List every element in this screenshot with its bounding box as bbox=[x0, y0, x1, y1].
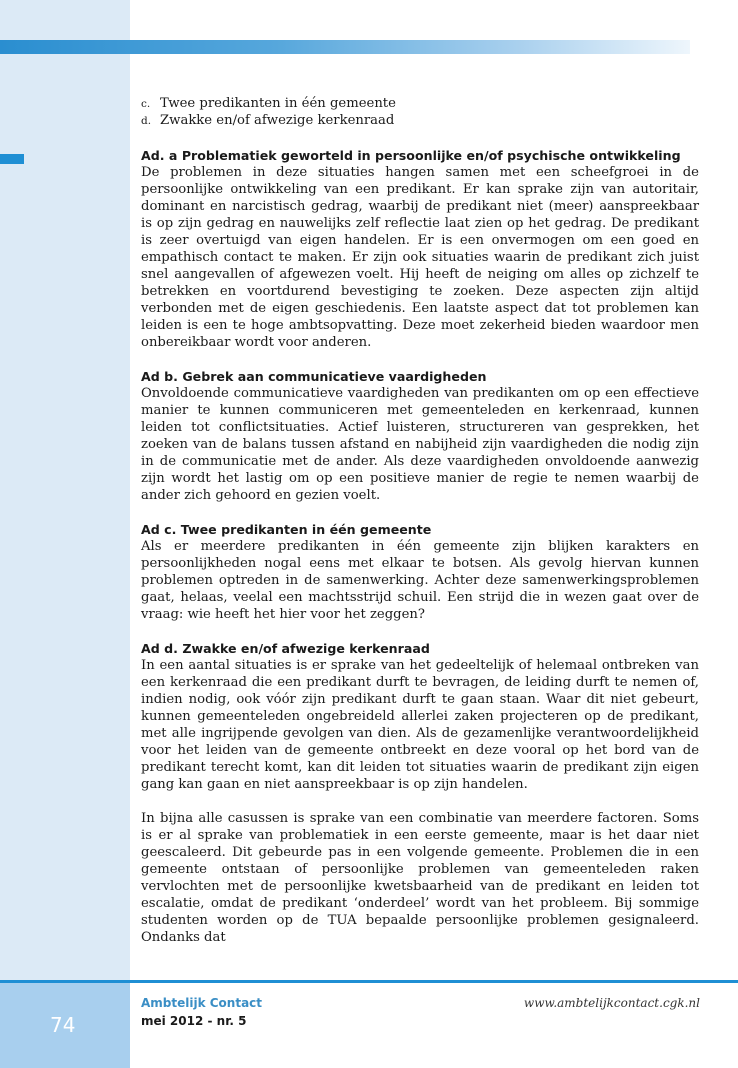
section-paragraph: De problemen in deze situaties hangen samen met een scheefgroei in de persoonlijke ontwikkeling van een predikant. Er kan sprake zijn van autoritair, dominant en narcistisch gedrag, waarbij de predikant niet (meer) aanspreekbaar is op zijn gedrag en nauwelijks zelf reflectie laat zien op het gedrag. De predikant is zeer overtuigd van eigen handelen. Er is een onvermogen om een goed en empathisch contact te maken. Er zijn ook situaties waarin de predikant zich juist snel aangevallen of afgewezen voelt. Hij heeft de neiging om alles op zichzelf te betrekken en voortdurend bevestiging te zoeken. Deze aspecten zijn altijd verbonden met de eigen geschiedenis. Een laatste aspect dat tot problemen kan leiden is een te hoge ambtsopvatting. Deze moet zekerheid bieden waardoor men onbereikbaar wordt voor anderen. bbox=[141, 165, 699, 350]
section-paragraph: Als er meerdere predikanten in één gemeente zijn blijken karakters en persoonlijkheden nogal eens met elkaar te botsen. Als gevolg hiervan kunnen problemen optreden in de samenwerking. Achter deze samenwerkingsproblemen gaat, helaas, veelal een machtsstrijd schuil. Een strijd die in wezen gaat over de vraag: wie heeft het hier voor het zeggen? bbox=[141, 539, 699, 622]
header-gradient-band bbox=[0, 40, 690, 54]
publication-url[interactable]: www.ambtelijkcontact.cgk.nl bbox=[523, 996, 700, 1010]
section-heading: Ad b. Gebrek aan communicatieve vaardigheden bbox=[141, 369, 487, 384]
publication-issue: mei 2012 - nr. 5 bbox=[141, 1014, 247, 1028]
list-item-text: Twee predikanten in één gemeente bbox=[160, 96, 396, 111]
section-paragraph: In een aantal situaties is er sprake van het gedeeltelijk of helemaal ontbreken van een kerkenraad die een predikant durft te bevragen, de leiding durft te nemen of, indien nodig, ook vóór zijn predikant durft te gaan staan. Waar dit niet gebeurt, kunnen gemeenteleden ongebreideld allerlei zaken projecteren op de predikant, met alle ingrijpende gevolgen van dien. Als de gezamenlijke verantwoordelijkheid voor het leiden van de gemeente ontbreekt en deze vooral op het bord van de predikant terecht komt, kan dit leiden tot situaties waarin de predikant zijn eigen gang kan gaan en niet aanspreekbaar is op zijn handelen. bbox=[141, 658, 699, 792]
section-paragraph: Onvoldoende communicatieve vaardigheden van predikanten om op een effectieve manier te kunnen communiceren met gemeenteleden en kerkenraad, kunnen leiden tot conflictsituaties. Actief luisteren, structureren van gesprekken, het zoeken van de balans tussen afstand en nabijheid zijn vaardigheden die nodig zijn in de communicatie met de ander. Als deze vaardigheden onvoldoende aanwezig zijn wordt het lastig om op een positieve manier de regie te nemen waarbij de ander zich gehoord en gezien voelt. bbox=[141, 386, 699, 503]
list-item-text: Zwakke en/of afwezige kerkenraad bbox=[160, 113, 395, 128]
article-body bbox=[141, 95, 699, 946]
publication-title: Ambtelijk Contact bbox=[141, 996, 263, 1010]
section-ad-c bbox=[141, 521, 699, 623]
section-ad-d bbox=[141, 640, 699, 793]
section-heading: Ad d. Zwakke en/of afwezige kerkenraad bbox=[141, 641, 430, 656]
page-number: 74 bbox=[50, 1013, 76, 1037]
section-heading: Ad. a Problematiek geworteld in persoonlijke en/of psychische ontwikkeling bbox=[141, 148, 681, 163]
section-marker bbox=[0, 154, 24, 164]
section-ad-b bbox=[141, 368, 699, 504]
list-item bbox=[141, 95, 699, 112]
closing-paragraph: In bijna alle casussen is sprake van een combinatie van meerdere factoren. Soms is er al sprake van problematiek in een eerste gemeente, maar is het daar niet geescaleerd. Dit gebeurde pas in een volgende gemeente. Problemen die in een gemeente ontstaan of persoonlijke problemen van gemeenteleden raken vervlochten met de persoonlijke kwetsbaarheid van de predikant en leiden tot escalatie, omdat de predikant ‘onderdeel’ wordt van het probleem. Bij sommige studenten worden op de TUA bepaalde persoonlijke problemen gesignaleerd. Ondanks dat bbox=[141, 811, 699, 945]
section-heading: Ad c. Twee predikanten in één gemeente bbox=[141, 522, 432, 537]
list-marker: c. bbox=[141, 98, 151, 110]
factor-list bbox=[141, 95, 699, 129]
section-ad-a bbox=[141, 147, 699, 351]
list-marker: d. bbox=[141, 115, 152, 127]
list-item bbox=[141, 112, 699, 129]
